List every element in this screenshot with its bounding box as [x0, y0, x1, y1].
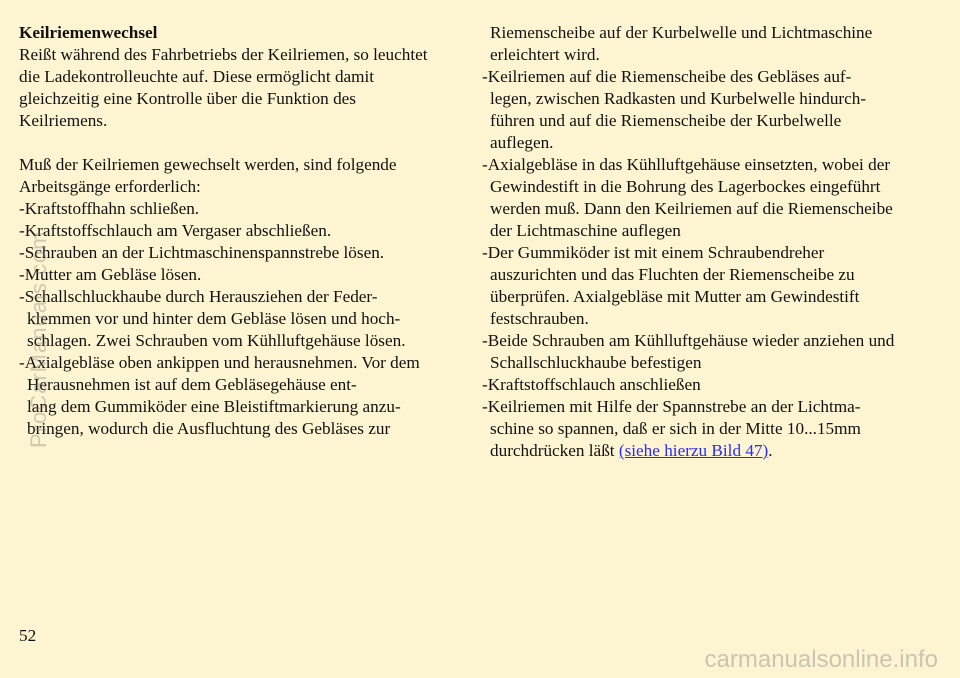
step-line: -Kraftstoffschlauch anschließen	[482, 375, 701, 394]
intro-line: Keilriemens.	[19, 111, 108, 130]
step-continuation-line: Schallschluckhaube befestigen	[490, 353, 702, 372]
bottom-watermark: carmanualsonline.info	[704, 646, 938, 673]
step-line: -Axialgebläse oben ankippen und herausnehmen. Vor dem	[19, 353, 420, 372]
right-column	[482, 22, 952, 462]
step-continuation-line: überprüfen. Axialgebläse mit Mutter am Gewindestift	[490, 287, 860, 306]
intro-line: gleichzeitig eine Kontrolle über die Funktion des	[19, 89, 356, 108]
section-heading: Keilriemenwechsel	[19, 23, 158, 42]
step-continuation-line: auflegen.	[490, 133, 554, 152]
intro-line: Reißt während des Fahrbetriebs der Keilriemen, so leuchtet	[19, 45, 428, 64]
step-line: -Schrauben an der Lichtmaschinenspannstrebe lösen.	[19, 243, 385, 262]
step-line: -Mutter am Gebläse lösen.	[19, 265, 202, 284]
step-continuation-line: klemmen vor und hinter dem Gebläse lösen und hoch-	[27, 309, 401, 328]
step-line: -Keilriemen mit Hilfe der Spannstrebe an der Lichtma-	[482, 397, 861, 416]
final-line-text: durchdrücken läßt	[490, 441, 619, 460]
procedure-intro-line: Muß der Keilriemen gewechselt werden, sind folgende	[19, 155, 397, 174]
figure-reference-link[interactable]: (siehe hierzu Bild 47)	[618, 441, 769, 460]
side-watermark: ProCarManuals.com	[26, 230, 51, 448]
step-line: -Der Gummiköder ist mit einem Schraubendreher	[482, 243, 825, 262]
step-continuation-line: legen, zwischen Radkasten und Kurbelwelle hindurch-	[490, 89, 867, 108]
step-continuation-line: Herausnehmen ist auf dem Gebläsegehäuse ent-	[27, 375, 357, 394]
step-continuation-line: führen und auf die Riemenscheibe der Kurbelwelle	[490, 111, 842, 130]
final-line-period: .	[768, 441, 773, 460]
step-continuation-line: lang dem Gummiköder eine Bleistiftmarkierung anzu-	[27, 397, 401, 416]
step-continuation-line: Gewindestift in die Bohrung des Lagerbockes eingeführt	[490, 177, 881, 196]
step-line: -Axialgebläse in das Kühlluftgehäuse einsetzten, wobei der	[482, 155, 891, 174]
step-continuation-line: werden muß. Dann den Keilriemen auf die Riemenscheibe	[490, 199, 893, 218]
left-step-list	[19, 198, 479, 440]
step-continuation-line: schine so spannen, daß er sich in der Mitte 10...15mm	[490, 419, 861, 438]
procedure-intro-line: Arbeitsgänge erforderlich:	[19, 177, 201, 196]
step-line: -Kraftstoffschlauch am Vergaser abschließen.	[19, 221, 332, 240]
step-continuation-line: bringen, wodurch die Ausfluchtung des Gebläses zur	[27, 419, 391, 438]
intro-line: die Ladekontrolleuchte auf. Diese ermöglicht damit	[19, 67, 375, 86]
step-line: -Kraftstoffhahn schließen.	[19, 199, 200, 218]
left-column	[19, 22, 479, 440]
right-step-list	[482, 66, 952, 440]
step-continuation-line: festschrauben.	[490, 309, 589, 328]
step-continuation-line: auszurichten und das Fluchten der Riemenscheibe zu	[490, 265, 855, 284]
final-line	[482, 440, 952, 462]
step-continuation-line: schlagen. Zwei Schrauben vom Kühlluftgehäuse lösen.	[27, 331, 406, 350]
paragraph-gap	[19, 132, 479, 154]
step-line: -Beide Schrauben am Kühlluftgehäuse wieder anziehen und	[482, 331, 895, 350]
page-number: 52	[19, 626, 37, 645]
step-continuation-line: der Lichtmaschine auflegen	[490, 221, 681, 240]
continuation-line: erleichtert wird.	[490, 45, 600, 64]
step-line: -Schallschluckhaube durch Herausziehen der Feder-	[19, 287, 378, 306]
continuation-line: Riemenscheibe auf der Kurbelwelle und Lichtmaschine	[490, 23, 873, 42]
step-line: -Keilriemen auf die Riemenscheibe des Gebläses auf-	[482, 67, 852, 86]
